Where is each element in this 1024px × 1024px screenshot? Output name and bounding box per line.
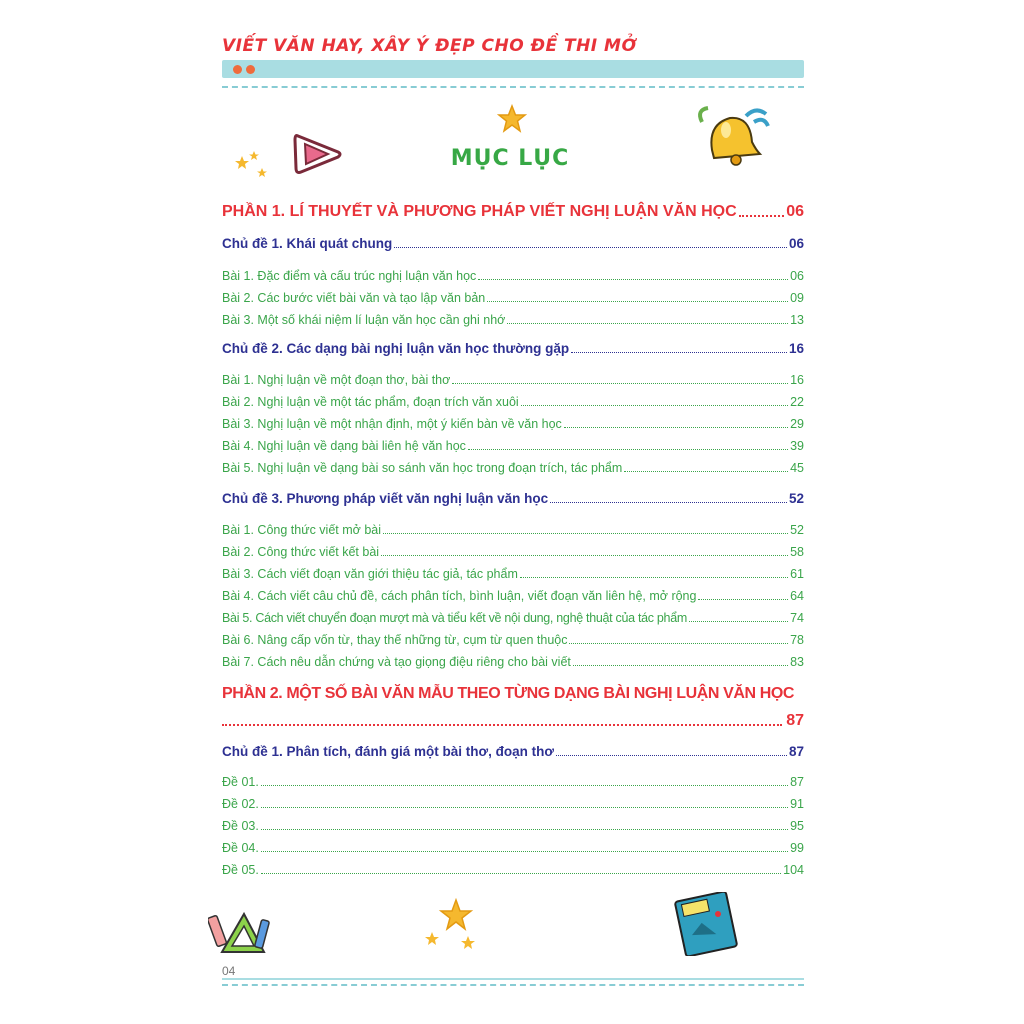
lesson-title: Bài 1. Nghị luận về một đoạn thơ, bài thơ [222, 373, 451, 387]
leader-dots [452, 383, 788, 384]
toc-heading: MỤC LỤC [450, 146, 570, 171]
footer-rule [222, 978, 804, 980]
leader-dots [698, 599, 788, 600]
leader-dots [261, 851, 788, 852]
part-title: PHẦN 1. LÍ THUYẾT VÀ PHƯƠNG PHÁP VIẾT NGHỊ LUẬN VĂN HỌC [222, 203, 737, 220]
header-dashed-divider [222, 86, 804, 88]
page-number: 61 [790, 567, 804, 581]
lesson-title: Bài 4. Nghị luận về dạng bài liên hệ văn học [222, 439, 466, 453]
leader-dots [739, 215, 785, 217]
toc-lesson-entry[interactable] [222, 396, 804, 409]
topic-title: Chủ đề 1. Khái quát chung [222, 236, 393, 251]
ruler-triangle-icon [208, 908, 272, 958]
leader-dots [261, 807, 788, 808]
lesson-title: Bài 1. Đặc điểm và cấu trúc nghị luận văn học [222, 269, 477, 283]
topic-title: Chủ đề 3. Phương pháp viết văn nghị luận văn học [222, 491, 549, 506]
bell-icon [694, 104, 774, 170]
toc-topic-entry[interactable] [222, 342, 804, 356]
leader-dots [383, 533, 788, 534]
leader-dots [571, 352, 787, 353]
toc-part-entry[interactable] [222, 686, 804, 702]
toc-topic-entry[interactable] [222, 492, 804, 506]
leader-dots [556, 755, 787, 756]
page-number: 74 [790, 611, 804, 625]
lesson-title: Bài 6. Nâng cấp vốn từ, thay thế những từ, cụm từ quen thuộc [222, 633, 568, 647]
footer-dashed-divider [222, 984, 804, 986]
toc-lesson-entry[interactable] [222, 418, 804, 431]
lesson-title: Đề 04. [222, 841, 259, 855]
leader-dots [487, 301, 788, 302]
toc-lesson-entry[interactable] [222, 546, 804, 559]
page-number: 99 [790, 841, 804, 855]
toc-topic-entry[interactable] [222, 237, 804, 251]
leader-dots [261, 785, 788, 786]
lesson-title: Đề 01. [222, 775, 259, 789]
toc-lesson-entry[interactable] [222, 270, 804, 283]
toc-lesson-entry[interactable] [222, 634, 804, 647]
toc-lesson-entry[interactable] [222, 292, 804, 305]
toc-lesson-entry[interactable] [222, 590, 804, 603]
page-number: 52 [790, 523, 804, 537]
leader-dots [222, 724, 782, 726]
leader-dots [521, 405, 788, 406]
page-number: 52 [788, 491, 804, 506]
lesson-title: Bài 4. Cách viết câu chủ đề, cách phân tích, bình luận, viết đoạn văn liên hệ, mở rộng [222, 589, 697, 603]
lesson-title: Bài 5. Nghị luận về dạng bài so sánh văn học trong đoạn trích, tác phẩm [222, 461, 623, 475]
leader-dots [381, 555, 788, 556]
toc-part-entry-continued[interactable] [222, 713, 804, 729]
toc-lesson-entry[interactable] [222, 440, 804, 453]
leader-dots [478, 279, 788, 280]
lesson-title: Bài 7. Cách nêu dẫn chứng và tạo giọng điệu riêng cho bài viết [222, 655, 571, 669]
toc-lesson-entry[interactable] [222, 656, 804, 669]
page-number: 16 [788, 341, 804, 356]
leader-dots [507, 323, 788, 324]
page-number: 06 [788, 236, 804, 251]
lesson-title: Đề 02. [222, 797, 259, 811]
page-number: 91 [790, 797, 804, 811]
page-number: 06 [790, 269, 804, 283]
toc-lesson-entry[interactable] [222, 314, 804, 327]
leader-dots [261, 873, 781, 874]
book-title: VIẾT VĂN HAY, XÂY Ý ĐẸP CHO ĐỀ THI MỞ [222, 36, 637, 56]
page-number: 58 [790, 545, 804, 559]
lesson-title: Bài 2. Các bước viết bài văn và tạo lập văn bản [222, 291, 486, 305]
toc-lesson-entry[interactable] [222, 798, 804, 811]
page-number: 87 [786, 712, 804, 729]
leader-dots [564, 427, 788, 428]
page-number: 45 [790, 461, 804, 475]
toc-lesson-entry[interactable] [222, 374, 804, 387]
leader-dots [550, 502, 787, 503]
page-number: 13 [790, 313, 804, 327]
lesson-title: Đề 05. [222, 863, 259, 877]
leader-dots [689, 621, 788, 622]
page-number: 39 [790, 439, 804, 453]
toc-lesson-entry[interactable] [222, 842, 804, 855]
notebook-icon [672, 892, 742, 956]
page-number: 104 [783, 863, 804, 877]
play-icon [292, 130, 344, 176]
header-dot [233, 65, 242, 74]
page-number: 64 [790, 589, 804, 603]
page-number: 16 [790, 373, 804, 387]
toc-lesson-entry[interactable] [222, 864, 804, 877]
page-number: 87 [790, 775, 804, 789]
topic-title: Chủ đề 2. Các dạng bài nghị luận văn học thường gặp [222, 341, 570, 356]
toc-lesson-entry[interactable] [222, 568, 804, 581]
page-number-footer: 04 [222, 964, 236, 978]
toc-lesson-entry[interactable] [222, 820, 804, 833]
lesson-title: Bài 3. Cách viết đoạn văn giới thiệu tác giả, tác phẩm [222, 567, 518, 581]
page-number: 95 [790, 819, 804, 833]
page-number: 83 [790, 655, 804, 669]
lesson-title: Bài 3. Nghị luận về một nhận định, một ý kiến bàn về văn học [222, 417, 562, 431]
toc-lesson-entry[interactable] [222, 462, 804, 475]
page-number: 06 [786, 203, 804, 220]
lesson-title: Bài 1. Công thức viết mở bài [222, 523, 381, 537]
leader-dots [261, 829, 788, 830]
page-number: 78 [790, 633, 804, 647]
page-number: 22 [790, 395, 804, 409]
page-number: 87 [788, 744, 804, 759]
stars-icon [232, 150, 272, 180]
lesson-title: Bài 3. Một số khái niệm lí luận văn học cần ghi nhớ [222, 313, 506, 327]
part-title: PHẦN 2. MỘT SỐ BÀI VĂN MẪU THEO TỪNG DẠNG BÀI NGHỊ LUẬN VĂN HỌC [222, 685, 795, 702]
lesson-title: Đề 03. [222, 819, 259, 833]
stars-icon [422, 898, 482, 954]
toc-lesson-entry[interactable] [222, 524, 804, 537]
page-number: 29 [790, 417, 804, 431]
header-bar [222, 60, 804, 78]
leader-dots [573, 665, 788, 666]
leader-dots [569, 643, 788, 644]
leader-dots [468, 449, 788, 450]
lesson-title: Bài 2. Công thức viết kết bài [222, 545, 380, 559]
toc-topic-entry[interactable] [222, 745, 804, 759]
star-icon [497, 104, 527, 134]
toc-lesson-entry[interactable] [222, 776, 804, 789]
page-number: 09 [790, 291, 804, 305]
toc-lesson-entry[interactable] [222, 612, 804, 625]
leader-dots [520, 577, 788, 578]
topic-title: Chủ đề 1. Phân tích, đánh giá một bài thơ, đoạn thơ [222, 744, 554, 759]
lesson-title: Bài 2. Nghị luận về một tác phẩm, đoạn trích văn xuôi [222, 395, 519, 409]
lesson-title: Bài 5. Cách viết chuyển đoạn mượt mà và tiểu kết về nội dung, nghệ thuật của tác phẩm [222, 611, 687, 625]
leader-dots [394, 247, 787, 248]
header-dot [246, 65, 255, 74]
toc-part-entry[interactable] [222, 204, 804, 220]
leader-dots [624, 471, 788, 472]
